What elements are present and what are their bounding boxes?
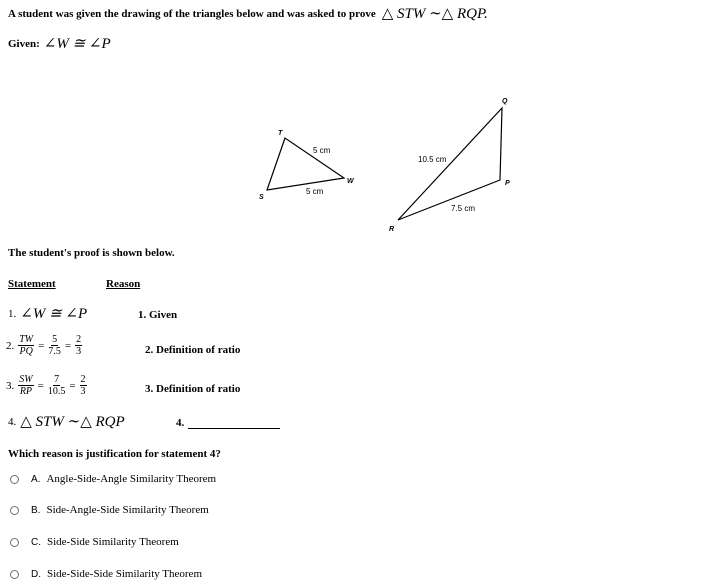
- prove-statement: △ STW ∼△ RQP.: [381, 6, 488, 22]
- proof-row-4: [8, 412, 125, 431]
- vertex-label-s: S: [259, 194, 264, 201]
- side-label-rp: 7.5 cm: [451, 204, 476, 213]
- answer-blank: [188, 418, 280, 429]
- side-label-rq: 10.5 cm: [418, 155, 447, 164]
- given-label: Given:: [8, 37, 40, 50]
- proof-row-2: 2. $\frac{TW}{PQ}$ = $\frac{5}{7.5}$ = $\frac{2}{3}$: [6, 334, 82, 357]
- row-2-reason: 2. Definition of ratio: [145, 344, 241, 356]
- choice-c-letter: C.: [31, 536, 41, 548]
- row-4-reason: 4.: [176, 417, 185, 429]
- choice-b[interactable]: [10, 504, 209, 516]
- row-2-frac-2: $\frac{5}{7.5}$: [48, 334, 61, 357]
- vertex-label-t: T: [278, 130, 283, 137]
- triangle-rqp: [398, 108, 502, 220]
- row-4-number: 4.: [8, 415, 17, 428]
- row-2-frac-1: $\frac{TW}{PQ}$: [19, 334, 34, 357]
- vertex-label-q: Q: [502, 98, 508, 105]
- choice-a[interactable]: [10, 473, 216, 485]
- row-3-frac-1: $\frac{SW}{RP}$: [19, 374, 33, 397]
- row-4-reason-area: [176, 417, 280, 429]
- side-label-tw: 5 cm: [313, 146, 331, 155]
- given-statement: ∠W ≅ ∠P: [43, 36, 111, 52]
- choice-d-letter: D.: [31, 568, 41, 580]
- choice-c[interactable]: [10, 536, 179, 548]
- radio-icon[interactable]: [10, 570, 19, 579]
- radio-icon[interactable]: [10, 538, 19, 547]
- intro-text: A student was given the drawing of the triangles below and was asked to prove: [8, 7, 376, 20]
- proof-intro: The student's proof is shown below.: [8, 247, 175, 259]
- row-4-statement: △ STW ∼△ RQP: [20, 414, 125, 430]
- choice-c-text: Side-Side Similarity Theorem: [47, 536, 179, 548]
- row-3-reason: 3. Definition of ratio: [145, 383, 241, 395]
- choice-b-letter: B.: [31, 504, 41, 516]
- reason-header: Reason: [106, 278, 141, 290]
- triangle-stw: [267, 138, 344, 190]
- choice-a-letter: A.: [31, 473, 41, 485]
- row-1-reason: 1. Given: [138, 309, 178, 321]
- radio-icon[interactable]: [10, 506, 19, 515]
- row-2-number: 2.: [6, 339, 15, 352]
- choice-d-text: Side-Side-Side Similarity Theorem: [47, 568, 202, 580]
- vertex-label-p: P: [505, 180, 510, 187]
- row-1-number: 1.: [8, 307, 17, 320]
- proof-row-3: 3. $\frac{SW}{RP}$ = $\frac{7}{10.5}$ = $\frac{2}{3}$: [6, 374, 86, 397]
- proof-row-1: [8, 304, 87, 323]
- choice-d[interactable]: [10, 568, 202, 580]
- statement-header: Statement: [8, 278, 56, 290]
- radio-icon[interactable]: [10, 475, 19, 484]
- vertex-label-w: W: [347, 178, 354, 185]
- side-label-sw: 5 cm: [306, 187, 324, 196]
- choice-b-text: Side-Angle-Side Similarity Theorem: [46, 504, 209, 516]
- row-3-number: 3.: [6, 379, 15, 392]
- row-2-frac-3: $\frac{2}{3}$: [76, 334, 82, 357]
- row-1-statement: ∠W ≅ ∠P: [20, 306, 88, 322]
- row-3-frac-3: $\frac{2}{3}$: [80, 374, 86, 397]
- triangles-figure: [0, 0, 719, 260]
- row-3-frac-2: $\frac{7}{10.5}$: [47, 374, 66, 397]
- vertex-label-r: R: [389, 226, 395, 233]
- mc-question: Which reason is justification for statement 4?: [8, 448, 221, 460]
- choice-a-text: Angle-Side-Angle Similarity Theorem: [46, 473, 217, 485]
